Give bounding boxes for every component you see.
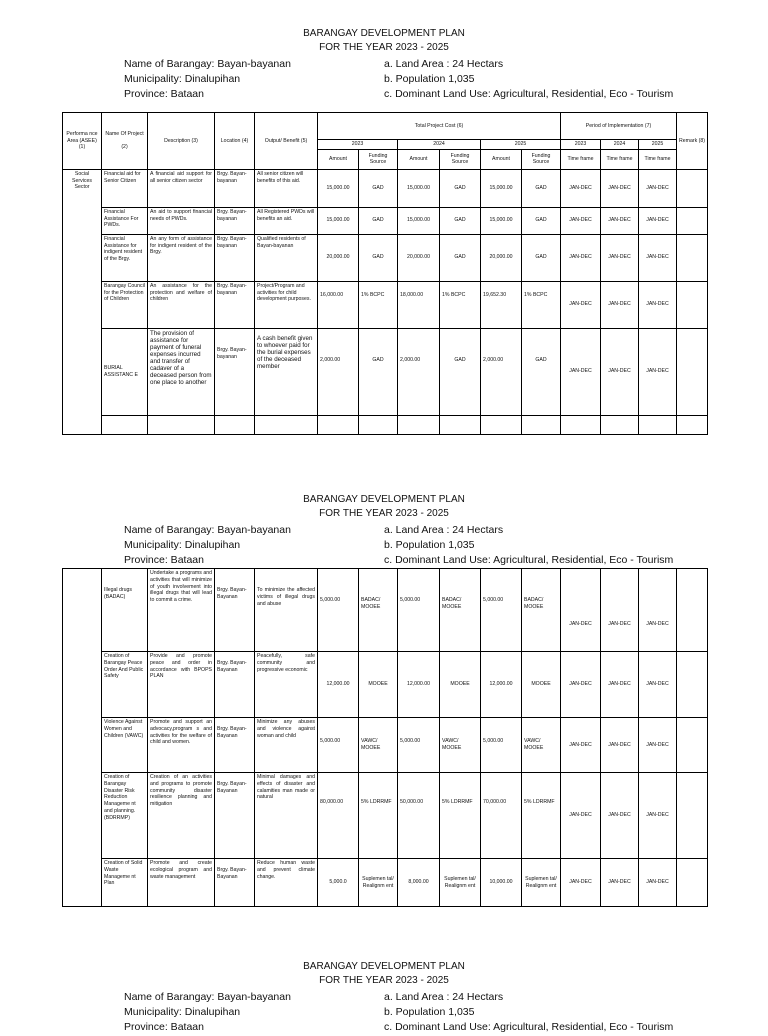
table-row — [63, 569, 708, 652]
amount-2025: 19,652.30 — [481, 281, 522, 328]
project-output: All senior citizen will benefits of this aid. — [255, 169, 318, 207]
project-output: Qualified residents of Bayan-bayanan — [255, 234, 318, 281]
project-location: Brgy. Bayan-Bayanan — [215, 859, 255, 907]
remark-cell — [677, 652, 708, 718]
time-frame-2024: JAN-DEC — [601, 207, 639, 234]
province: Province: Bataan — [124, 554, 204, 566]
project-name: Financial Assistance For PWDs. — [102, 207, 148, 234]
funding-header: Funding Source — [522, 149, 561, 169]
time-frame-header: Time frame — [639, 149, 677, 169]
amount-2025: 20,000.00 — [481, 234, 522, 281]
time-frame-2024: JAN-DEC — [601, 328, 639, 415]
project-output: Minimize any abuses and violence against woman and child — [255, 718, 318, 773]
time-frame-2025: JAN-DEC — [639, 569, 677, 652]
amount-2024: 15,000.00 — [398, 169, 440, 207]
col-project-name: Name Of Project (2) — [102, 113, 148, 170]
amount-2024: 20,000.00 — [398, 234, 440, 281]
col-performance-area: Performa nce Area (ASEE) (1) — [63, 113, 102, 170]
funding-2023: 1% BCPC — [359, 281, 398, 328]
barangay-info — [0, 521, 768, 569]
col-description: Description (3) — [148, 113, 215, 170]
table-row — [63, 234, 708, 281]
funding-2024: GAD — [440, 169, 481, 207]
amount-header: Amount — [398, 149, 440, 169]
remark-cell — [677, 281, 708, 328]
population: b. Population 1,035 — [384, 539, 475, 551]
amount-2025: 5,000.00 — [481, 569, 522, 652]
land-area: a. Land Area : 24 Hectars — [384, 991, 504, 1003]
table-row — [63, 328, 708, 415]
time-frame-2025: JAN-DEC — [639, 718, 677, 773]
time-frame-2024: JAN-DEC — [601, 652, 639, 718]
amount-2024: 5,000.00 — [398, 718, 440, 773]
amount-2024: 18,000.00 — [398, 281, 440, 328]
amount-2023: 2,000.00 — [318, 328, 359, 415]
amount-2023: 20,000.00 — [318, 234, 359, 281]
col-remark: Remark (8) — [677, 113, 708, 170]
remark-cell — [677, 569, 708, 652]
plan-subtitle: FOR THE YEAR 2023 - 2025 — [319, 42, 449, 53]
project-output: Reduce human waste and prevent climate change. — [255, 859, 318, 907]
project-location: Brgy. Bayan-Bayanan — [215, 569, 255, 652]
remark-cell — [677, 169, 708, 207]
amount-2023: 12,000.00 — [318, 652, 359, 718]
project-description: An aid to support financial needs of PWDs. — [148, 207, 215, 234]
funding-2023: GAD — [359, 328, 398, 415]
table-row — [63, 859, 708, 907]
period-year-2025: 2025 — [639, 140, 677, 150]
time-frame-2023: JAN-DEC — [561, 207, 601, 234]
funding-header: Funding Source — [440, 149, 481, 169]
col-output: Output/ Benefit (5) — [255, 113, 318, 170]
project-output: Project/Program and activities for child development purposes. — [255, 281, 318, 328]
time-frame-2023: JAN-DEC — [561, 718, 601, 773]
time-frame-2025: JAN-DEC — [639, 234, 677, 281]
time-frame-2025: JAN-DEC — [639, 652, 677, 718]
amount-2023: 5,000.0 — [318, 859, 359, 907]
project-location: Brgy. Bayan-Bayanan — [215, 718, 255, 773]
col-period: Period of Implementation (7) — [561, 113, 677, 140]
project-name: Barangay Council for the Protection of Children — [102, 281, 148, 328]
funding-2024: 5% LDRRMF — [440, 773, 481, 859]
barangay-info — [0, 55, 768, 103]
population: b. Population 1,035 — [384, 73, 475, 85]
table-row — [63, 207, 708, 234]
funding-2025: GAD — [522, 169, 561, 207]
time-frame-2025: JAN-DEC — [639, 169, 677, 207]
land-use: c. Dominant Land Use: Agricultural, Residential, Eco - Tourism — [384, 1021, 674, 1033]
population: b. Population 1,035 — [384, 1006, 475, 1018]
plan-subtitle: FOR THE YEAR 2023 - 2025 — [319, 975, 449, 986]
time-frame-2023: JAN-DEC — [561, 652, 601, 718]
amount-2025: 10,000.00 — [481, 859, 522, 907]
funding-2024: MOOEE — [440, 652, 481, 718]
barangay-name: Name of Barangay: Bayan-bayanan — [124, 524, 291, 536]
time-frame-2025: JAN-DEC — [639, 859, 677, 907]
funding-2025: Suplemen tal/ Realignm ent — [522, 859, 561, 907]
year-2023: 2023 — [318, 140, 398, 150]
table-row — [63, 718, 708, 773]
project-description: A financial aid support for all senior citizen sector — [148, 169, 215, 207]
funding-2023: 5% LDRRMF — [359, 773, 398, 859]
plan-title: BARANGAY DEVELOPMENT PLAN — [303, 494, 465, 505]
funding-2023: GAD — [359, 207, 398, 234]
municipality: Municipality: Dinalupihan — [124, 73, 241, 85]
land-area: a. Land Area : 24 Hectars — [384, 58, 504, 70]
period-year-2024: 2024 — [601, 140, 639, 150]
time-frame-2023: JAN-DEC — [561, 328, 601, 415]
time-frame-2023: JAN-DEC — [561, 773, 601, 859]
funding-2024: 1% BCPC — [440, 281, 481, 328]
table-row — [63, 652, 708, 718]
year-2024: 2024 — [398, 140, 481, 150]
project-name: Illegal drugs (BADAC) — [102, 569, 148, 652]
remark-cell — [677, 207, 708, 234]
funding-2025: BADAC/ MOOEE — [522, 569, 561, 652]
time-frame-2024: JAN-DEC — [601, 773, 639, 859]
plan-header-3 — [0, 960, 768, 1036]
amount-2023: 15,000.00 — [318, 207, 359, 234]
project-location: Brgy. Bayan-bayanan — [215, 281, 255, 328]
funding-2023: MOOEE — [359, 652, 398, 718]
project-name: Creation of Barangay Disaster Risk Reduction Manageme nt and planning. (BDRRMP) — [102, 773, 148, 859]
project-description: Promote and support an advocacy,program s and activities for the welfare of child and women. — [148, 718, 215, 773]
municipality: Municipality: Dinalupihan — [124, 1006, 241, 1018]
land-use: c. Dominant Land Use: Agricultural, Residential, Eco - Tourism — [384, 554, 674, 566]
time-frame-2023: JAN-DEC — [561, 569, 601, 652]
time-frame-2024: JAN-DEC — [601, 569, 639, 652]
barangay-info — [0, 988, 768, 1036]
funding-2024: Suplemen tal/ Realignm ent — [440, 859, 481, 907]
table-row — [63, 773, 708, 859]
project-name: Violence Against Women and Children (VAWC) — [102, 718, 148, 773]
project-output: Peacefully, safe community and progressive economic — [255, 652, 318, 718]
project-description: An assistance for the protection and welfare of children — [148, 281, 215, 328]
funding-2023: GAD — [359, 234, 398, 281]
amount-2023: 15,000.00 — [318, 169, 359, 207]
project-description: Promote and create ecological program and waste management — [148, 859, 215, 907]
project-description: The provision of assistance for payment of funeral expenses incurred and transfer of cadaver of a deceased person from one place to another — [148, 328, 215, 415]
amount-2024: 8,000.00 — [398, 859, 440, 907]
project-location: Brgy. Bayan-Bayanan — [215, 773, 255, 859]
amount-2023: 16,000.00 — [318, 281, 359, 328]
time-frame-2023: JAN-DEC — [561, 169, 601, 207]
plan-title: BARANGAY DEVELOPMENT PLAN — [303, 961, 465, 972]
funding-2025: MOOEE — [522, 652, 561, 718]
col-total-cost: Total Project Cost (6) — [318, 113, 561, 140]
amount-2024: 50,000.00 — [398, 773, 440, 859]
funding-2023: BADAC/ MOOEE — [359, 569, 398, 652]
development-plan-table-2 — [62, 568, 708, 907]
project-name: BURIAL ASSISTANC E — [102, 328, 148, 415]
period-year-2023: 2023 — [561, 140, 601, 150]
project-location: Brgy. Bayan-Bayanan — [215, 652, 255, 718]
project-location: Brgy. Bayan-bayanan — [215, 169, 255, 207]
plan-header-2 — [0, 493, 768, 569]
amount-2024: 12,000.00 — [398, 652, 440, 718]
project-output: All Registered PWDs will benefits an aid. — [255, 207, 318, 234]
remark-cell — [677, 718, 708, 773]
project-output: Minimal damages and effects of disaster and calamities man made or natural — [255, 773, 318, 859]
amount-2023: 5,000.00 — [318, 569, 359, 652]
remark-cell — [677, 859, 708, 907]
time-frame-2025: JAN-DEC — [639, 281, 677, 328]
amount-2025: 70,000.00 — [481, 773, 522, 859]
amount-2024: 5,000.00 — [398, 569, 440, 652]
project-name: Financial Assistance for indigent resident of the Brgy. — [102, 234, 148, 281]
project-output: To minimize the affected victims of illegal drugs and abuse — [255, 569, 318, 652]
province: Province: Bataan — [124, 88, 204, 100]
funding-2025: 1% BCPC — [522, 281, 561, 328]
remark-cell — [677, 773, 708, 859]
project-output: A cash benefit given to whoever paid for the burial expenses of the deceased member — [255, 328, 318, 415]
plan-title: BARANGAY DEVELOPMENT PLAN — [303, 28, 465, 39]
amount-2024: 2,000.00 — [398, 328, 440, 415]
amount-2025: 15,000.00 — [481, 207, 522, 234]
amount-2024: 15,000.00 — [398, 207, 440, 234]
sector-cell — [63, 569, 102, 907]
province: Province: Bataan — [124, 1021, 204, 1033]
time-frame-2024: JAN-DEC — [601, 859, 639, 907]
year-2025: 2025 — [481, 140, 561, 150]
plan-header-1 — [0, 27, 768, 103]
barangay-name: Name of Barangay: Bayan-bayanan — [124, 991, 291, 1003]
land-use: c. Dominant Land Use: Agricultural, Residential, Eco - Tourism — [384, 88, 674, 100]
table-row — [63, 169, 708, 207]
funding-2024: GAD — [440, 234, 481, 281]
time-frame-2025: JAN-DEC — [639, 773, 677, 859]
project-name: Financial aid for Senior Citizen — [102, 169, 148, 207]
funding-2024: GAD — [440, 328, 481, 415]
funding-2025: VAWC/ MOOEE — [522, 718, 561, 773]
municipality: Municipality: Dinalupihan — [124, 539, 241, 551]
time-frame-header: Time frame — [561, 149, 601, 169]
time-frame-2024: JAN-DEC — [601, 281, 639, 328]
plan-subtitle: FOR THE YEAR 2023 - 2025 — [319, 508, 449, 519]
time-frame-2023: JAN-DEC — [561, 234, 601, 281]
project-description: Creation of an activities and programs to promote community disaster resilience planning and mitigation — [148, 773, 215, 859]
time-frame-2025: JAN-DEC — [639, 207, 677, 234]
funding-header: Funding Source — [359, 149, 398, 169]
time-frame-2023: JAN-DEC — [561, 281, 601, 328]
table-row — [63, 281, 708, 328]
time-frame-2024: JAN-DEC — [601, 169, 639, 207]
remark-cell — [677, 328, 708, 415]
time-frame-2024: JAN-DEC — [601, 234, 639, 281]
project-location: Brgy. Bayan-bayanan — [215, 207, 255, 234]
funding-2025: GAD — [522, 328, 561, 415]
time-frame-header: Time frame — [601, 149, 639, 169]
funding-2023: VAWC/ MOOEE — [359, 718, 398, 773]
funding-2025: GAD — [522, 234, 561, 281]
funding-2023: GAD — [359, 169, 398, 207]
project-location: Brgy. Bayan-bayanan — [215, 328, 255, 415]
time-frame-2025: JAN-DEC — [639, 328, 677, 415]
remark-cell — [677, 234, 708, 281]
amount-2023: 80,000.00 — [318, 773, 359, 859]
funding-2024: VAWC/ MOOEE — [440, 718, 481, 773]
sector-cell: Social Services Sector — [63, 169, 102, 434]
amount-header: Amount — [481, 149, 522, 169]
empty-row — [63, 415, 708, 434]
amount-2025: 5,000.00 — [481, 718, 522, 773]
development-plan-table-1 — [62, 112, 708, 435]
time-frame-2024: JAN-DEC — [601, 718, 639, 773]
amount-header: Amount — [318, 149, 359, 169]
land-area: a. Land Area : 24 Hectars — [384, 524, 504, 536]
project-name: Creation of Barangay Peace Order And Public Safety — [102, 652, 148, 718]
barangay-name: Name of Barangay: Bayan-bayanan — [124, 58, 291, 70]
amount-2023: 5,000.00 — [318, 718, 359, 773]
funding-2024: GAD — [440, 207, 481, 234]
time-frame-2023: JAN-DEC — [561, 859, 601, 907]
project-description: Provide and promote peace and order in accordance with BPOPS PLAN — [148, 652, 215, 718]
funding-2025: GAD — [522, 207, 561, 234]
amount-2025: 12,000.00 — [481, 652, 522, 718]
funding-2023: Suplemen tal/ Realignm ent — [359, 859, 398, 907]
project-location: Brgy. Bayan-bayanan — [215, 234, 255, 281]
project-description: Undertake a programs and activities that will minimize of youth involvement into illegal drugs that will lead to commit a crime. — [148, 569, 215, 652]
funding-2025: 5% LDRRMF — [522, 773, 561, 859]
amount-2025: 2,000.00 — [481, 328, 522, 415]
funding-2024: BADAC/ MOOEE — [440, 569, 481, 652]
project-name: Creation of Solid Waste Manageme nt Plan — [102, 859, 148, 907]
amount-2025: 15,000.00 — [481, 169, 522, 207]
project-description: An any form of assistance for indigent resident of the Brgy. — [148, 234, 215, 281]
col-location: Location (4) — [215, 113, 255, 170]
